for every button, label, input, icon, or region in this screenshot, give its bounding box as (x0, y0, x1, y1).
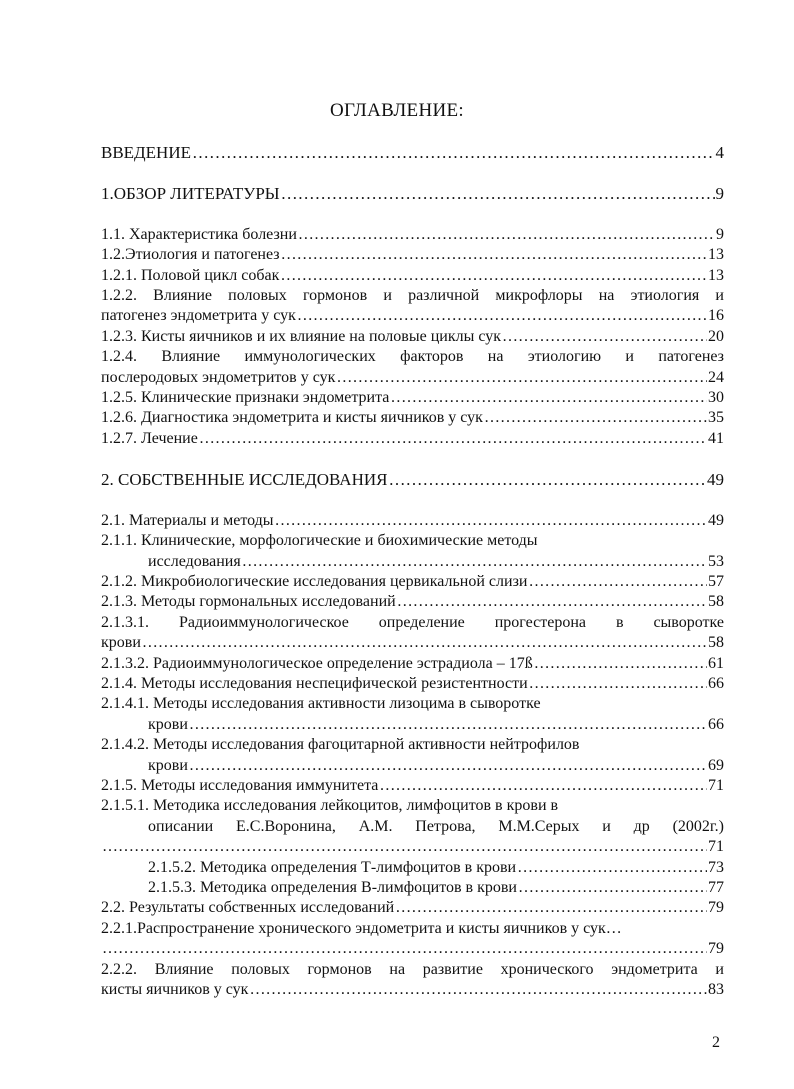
toc-page-number: 58 (708, 593, 724, 611)
dot-leader (528, 572, 707, 592)
dot-leader (534, 654, 707, 674)
toc-page-number: 49 (707, 470, 724, 490)
toc-entry-2-1-5[interactable] (101, 776, 724, 796)
toc-page-number: 79 (708, 940, 724, 958)
dot-leader (297, 306, 707, 326)
toc-entry-text: исследования (148, 552, 241, 570)
toc-entry-text: крови (101, 634, 141, 652)
table-of-contents (101, 143, 724, 1000)
toc-entry-s1[interactable] (101, 184, 724, 204)
toc-page-number: 66 (708, 674, 724, 692)
toc-entry-text: кисты яичников у сук (101, 981, 249, 999)
dot-leader (189, 715, 707, 735)
toc-entry-text: 1.1. Характеристика болезни (101, 225, 297, 243)
dot-leader (518, 878, 707, 898)
toc-entry-text: 1.2.7. Лечение (101, 429, 198, 447)
toc-page-number: 13 (708, 246, 724, 264)
toc-page-number: 20 (708, 327, 724, 345)
toc-page-number: 41 (708, 429, 724, 447)
toc-entry-text: 2.2. Результаты собственных исследований (101, 899, 395, 917)
toc-entry-2-2[interactable] (101, 898, 724, 918)
dot-leader (484, 408, 707, 428)
dot-leader (388, 470, 706, 490)
toc-entry-1-2-5[interactable] (101, 388, 724, 408)
dot-leader (397, 592, 707, 612)
toc-entry-2-1-4-2[interactable] (101, 735, 724, 776)
dot-leader (142, 633, 707, 653)
toc-entry-text: 1.ОБЗОР ЛИТЕРАТУРЫ (101, 184, 280, 204)
toc-entry-2-1-4-1[interactable] (101, 694, 724, 735)
dot-leader (192, 143, 715, 163)
dot-leader (102, 939, 707, 959)
dot-leader (199, 429, 707, 449)
toc-page-number: 35 (708, 409, 724, 427)
toc-entry-2-2-2[interactable] (101, 960, 724, 1001)
toc-page-number: 66 (708, 715, 724, 733)
toc-page-number: 16 (708, 307, 724, 325)
toc-page-number: 71 (708, 776, 724, 794)
toc-page-number: 30 (708, 389, 724, 407)
toc-page-number: 71 (708, 838, 724, 856)
toc-entry-2-1-5-3[interactable] (101, 878, 724, 898)
dot-leader (280, 266, 707, 286)
toc-entry-line: 2.2.2. Влияние половых гормонов на развитие хронического эндометрита и (101, 960, 724, 978)
toc-entry-1-2-2[interactable] (101, 286, 724, 327)
dot-leader (379, 776, 707, 796)
toc-entry-line: 2.1.3.1. Радиоиммунологическое определение прогестерона в сыворотке (101, 613, 724, 631)
toc-entry-line: 2.1.5.1. Методика исследования лейкоцитов, лимфоцитов в крови в (101, 797, 559, 815)
toc-entry-text: 1.2.3. Кисты яичников и их влияние на половые циклы сук (101, 327, 501, 345)
dot-leader (281, 245, 707, 265)
toc-entry-text: крови (148, 756, 188, 774)
toc-entry-1-2-7[interactable] (101, 429, 724, 449)
toc-entry-text: 2.1.4. Методы исследования неспецифической резистентности (101, 674, 528, 692)
toc-entry-s2[interactable] (101, 470, 724, 490)
toc-page-number: 49 (708, 511, 724, 529)
toc-entry-text: послеродовых эндометритов у сук (101, 368, 336, 386)
toc-entry-text: 2.1. Материалы и методы (101, 511, 274, 529)
toc-entry-2-1-3[interactable] (101, 592, 724, 612)
toc-entry-line: 2.1.1. Клинические, морфологические и биохимические методы (101, 532, 538, 550)
dot-leader (529, 674, 707, 694)
toc-entry-line: 1.2.4. Влияние иммунологических факторов на этиологию и патогенез (101, 348, 724, 366)
toc-page-number: 9 (715, 184, 724, 204)
toc-entry-text: 2.1.5. Методы исследования иммунитета (101, 776, 379, 794)
toc-page-number: 57 (708, 572, 724, 590)
toc-page-number: 69 (708, 756, 724, 774)
toc-entry-2-1-4[interactable] (101, 674, 724, 694)
toc-entry-1-1[interactable] (101, 225, 724, 245)
toc-page-number: 24 (708, 368, 724, 386)
toc-entry-text: патогенез эндометрита у сук (101, 307, 296, 325)
toc-entry-text: 2.1.5.3. Методика определения В-лимфоцитов в крови (148, 879, 517, 896)
toc-entry-intro[interactable] (101, 143, 724, 163)
toc-entry-text: 2. СОБСТВЕННЫЕ ИССЛЕДОВАНИЯ (101, 470, 388, 490)
toc-page-number: 83 (708, 981, 724, 999)
toc-entry-1-2-6[interactable] (101, 408, 724, 428)
dot-leader (275, 511, 707, 531)
toc-entry-2-1-1[interactable] (101, 531, 724, 572)
dot-leader (249, 980, 707, 1000)
dot-leader (102, 837, 707, 857)
toc-page-number: 53 (708, 552, 724, 570)
toc-page-number: 61 (708, 654, 724, 672)
dot-leader (390, 388, 707, 408)
toc-entry-2-1-3-2[interactable] (101, 654, 724, 674)
dot-leader (336, 368, 707, 388)
toc-entry-line: 2.1.4.2. Методы исследования фагоцитарной активности нейтрофилов (101, 736, 580, 754)
dot-leader (298, 225, 715, 245)
page-title: ОГЛАВЛЕНИЕ: (330, 100, 464, 121)
toc-entry-line: 2.2.1.Распространение хронического эндометрита и кисты яичников у сук… (101, 919, 622, 937)
toc-page-number: 58 (708, 634, 724, 652)
toc-page-number: 9 (716, 225, 724, 243)
toc-entry-text: 1.2.6. Диагностика эндометрита и кисты яичников у сук (101, 409, 483, 427)
toc-entry-text: 2.1.2. Микробиологические исследования цервикальной слизи (101, 572, 528, 590)
toc-entry-text: ВВЕДЕНИЕ (101, 143, 191, 162)
toc-page-number: 79 (708, 899, 724, 917)
page-number: 2 (712, 1034, 720, 1051)
dot-leader (242, 552, 707, 572)
toc-entry-1-2-4[interactable] (101, 347, 724, 388)
dot-leader (502, 327, 707, 347)
toc-entry-2-1-5-1[interactable] (101, 796, 724, 857)
dot-leader (189, 756, 707, 776)
toc-entry-1-2-3[interactable] (101, 327, 724, 347)
dot-leader (281, 184, 715, 204)
toc-entry-2-1-2[interactable] (101, 572, 724, 592)
toc-entry-text: 2.1.3. Методы гормональных исследований (101, 593, 396, 611)
toc-entry-2-1-5-2[interactable] (101, 858, 724, 878)
dot-leader (395, 898, 707, 918)
toc-entry-text: 1.2.1. Половой цикл собак (101, 266, 280, 284)
dot-leader (517, 858, 707, 878)
toc-entry-text: 2.1.5.2. Методика определения Т-лимфоцитов в крови (148, 858, 517, 876)
toc-entry-line: 2.1.4.1. Методы исследования активности лизоцима в сыворотке (101, 695, 541, 713)
toc-entry-2-2-1[interactable] (101, 919, 724, 960)
toc-entry-line: описании Е.С.Воронина, А.М. Петрова, М.М.Серых и др (2002г.) (148, 817, 724, 835)
toc-entry-text: крови (148, 715, 188, 733)
toc-page-number: 73 (708, 858, 724, 876)
toc-entry-text: 2.1.3.2. Радиоиммунологическое определение эстрадиола – 17ß (101, 654, 533, 672)
toc-page-number: 4 (715, 143, 724, 162)
toc-entry-line: 1.2.2. Влияние половых гормонов и различной микрофлоры на этиология и (101, 287, 724, 305)
toc-entry-1-2-1[interactable] (101, 266, 724, 286)
toc-page-number: 77 (708, 879, 724, 896)
toc-entry-1-2[interactable] (101, 245, 724, 265)
toc-page-number: 13 (708, 266, 724, 284)
toc-entry-2-1-3-1[interactable] (101, 613, 724, 654)
toc-entry-2-1[interactable] (101, 511, 724, 531)
toc-entry-text: 1.2.Этиология и патогенез (101, 246, 280, 264)
toc-entry-text: 1.2.5. Клинические признаки эндометрита (101, 389, 390, 407)
